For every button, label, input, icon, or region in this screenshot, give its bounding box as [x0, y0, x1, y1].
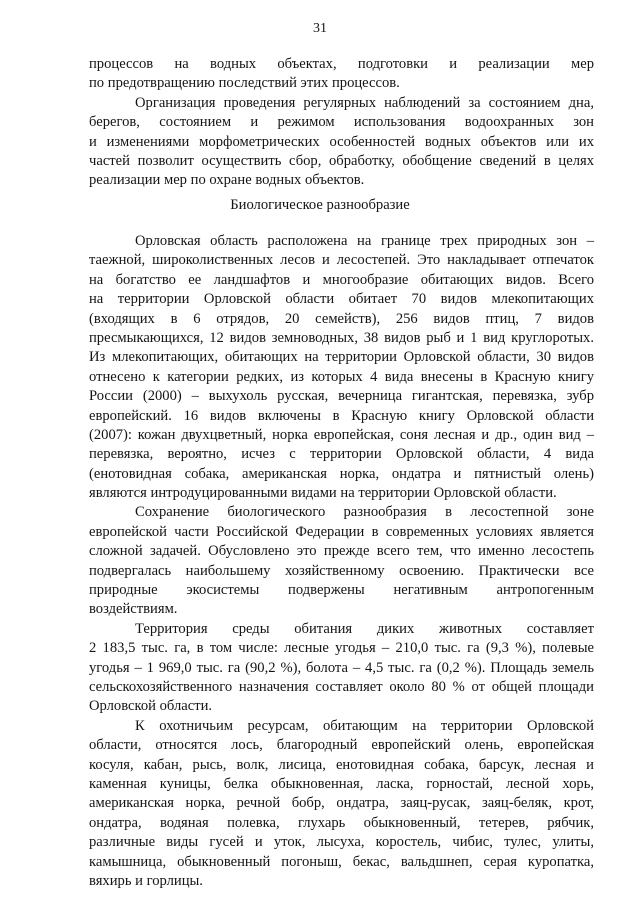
text-line: Территория среды обитания диких животных составляет [135, 620, 594, 637]
text-line: являются интродуцированными видами на территории Орловской области. [89, 485, 557, 502]
paragraph-block-water-monitoring [89, 55, 594, 191]
text-line: американская норка, речной бобр, ондатра, заяц-русак, заяц-беляк, крот, [89, 795, 594, 812]
text-line: К охотничьим ресурсам, обитающим на территории Орловской [135, 717, 594, 734]
text-line: отнесено к категории редких, из которых 4 вида внесены в Красную книгу [89, 368, 594, 385]
paragraph-block-biodiversity [89, 232, 594, 891]
text-line: перевязка, вероятно, исчез с территории Орловской области, 4 вида [89, 446, 594, 463]
text-line: (2007): кожан двухцветный, норка европейская, соня лесная и др., один вид – [89, 426, 594, 443]
text-line: Орловская область расположена на границе трех природных зон – [135, 233, 594, 249]
text-line: европейской части Российской Федерации в современных условиях является [89, 523, 594, 540]
text-line: камышница, обыкновенный погоныш, бекас, вальдшнеп, серая куропатка, [89, 853, 594, 870]
text-line: таежной, широколиственных лесов и лесостепей. Это накладывает отпечаток [89, 252, 594, 269]
section-heading: Биологическое разнообразие [230, 197, 410, 213]
text-line: и изменениями морфометрических особенностей водных объектов или их [89, 133, 594, 150]
text-line: сельскохозяйственного назначения составляет около 80 % от общей площади [89, 678, 594, 695]
text-line: (входящих в 6 отрядов, 20 семейств), 256 видов птиц, 7 видов [89, 310, 594, 327]
text-line: косуля, кабан, рысь, волк, лисица, енотовидная собака, барсук, лесная и [89, 756, 594, 773]
text-line: Сохранение биологического разнообразия в лесостепной зоне [135, 504, 594, 521]
text-line: области, относятся лось, благородный европейский олень, европейская [89, 737, 594, 754]
text-line: воздействиям. [89, 601, 178, 618]
text-line: угодья – 1 969,0 тыс. га (90,2 %), болота – 4,5 тыс. га (0,2 %). Площадь земель [89, 659, 594, 676]
text-line: ондатра, водяная полевка, глухарь обыкновенный, тетерев, рябчик, [89, 814, 594, 831]
text-line: реализации мер по охране водных объектов. [89, 172, 365, 189]
text-line: России (2000) – выхухоль русская, вечерница гигантская, перевязка, зубр [89, 388, 594, 405]
text-line: частей позволит осуществить сбор, обработку, обобщение сведений в целях [89, 152, 594, 169]
text-line: различные виды гусей и уток, лысуха, коростель, чибис, тулес, улиты, [89, 834, 594, 851]
text-line: природные экосистемы подвержены негативным антропогенным [89, 582, 594, 599]
text-line: процессов на водных объектах, подготовки и реализации мер [89, 56, 594, 72]
text-line: сложной задачей. Обусловлено это прежде всего тем, что именно лесостепь [89, 543, 594, 560]
text-line: каменная куницы, белка обыкновенная, ласка, горностай, лесной хорь, [89, 775, 594, 792]
text-line: по предотвращению последствий этих процессов. [89, 75, 400, 92]
text-line: Из млекопитающих, обитающих на территории Орловской области, 30 видов [89, 349, 594, 366]
text-line: пресмыкающихся, 12 видов земноводных, 38 видов рыб и 1 вид круглоротых. [89, 329, 594, 346]
text-line: Организация проведения регулярных наблюдений за состоянием дна, [135, 94, 594, 111]
text-line: европейский. 16 видов включены в Красную книгу Орловской области [89, 407, 594, 424]
text-line: берегов, состоянием и режимом использования водоохранных зон [89, 114, 594, 131]
text-line: 2 183,5 тыс. га, в том числе: лесные угодья – 210,0 тыс. га (9,3 %), полевые [89, 640, 594, 657]
text-line: на богатство ее ландшафтов и многообразие обитающих видов. Всего [89, 271, 594, 288]
page-number: 31 [313, 21, 327, 36]
text-line: Орловской области. [89, 698, 213, 715]
text-line: на территории Орловской области обитает 70 видов млекопитающих [89, 291, 594, 308]
text-line: (енотовидная собака, американская норка, ондатра и пятнистый олень) [89, 465, 594, 482]
text-line: вяхирь и горлицы. [89, 872, 203, 889]
text-line: подвергалась наибольшему хозяйственному освоению. Практически все [89, 562, 594, 579]
